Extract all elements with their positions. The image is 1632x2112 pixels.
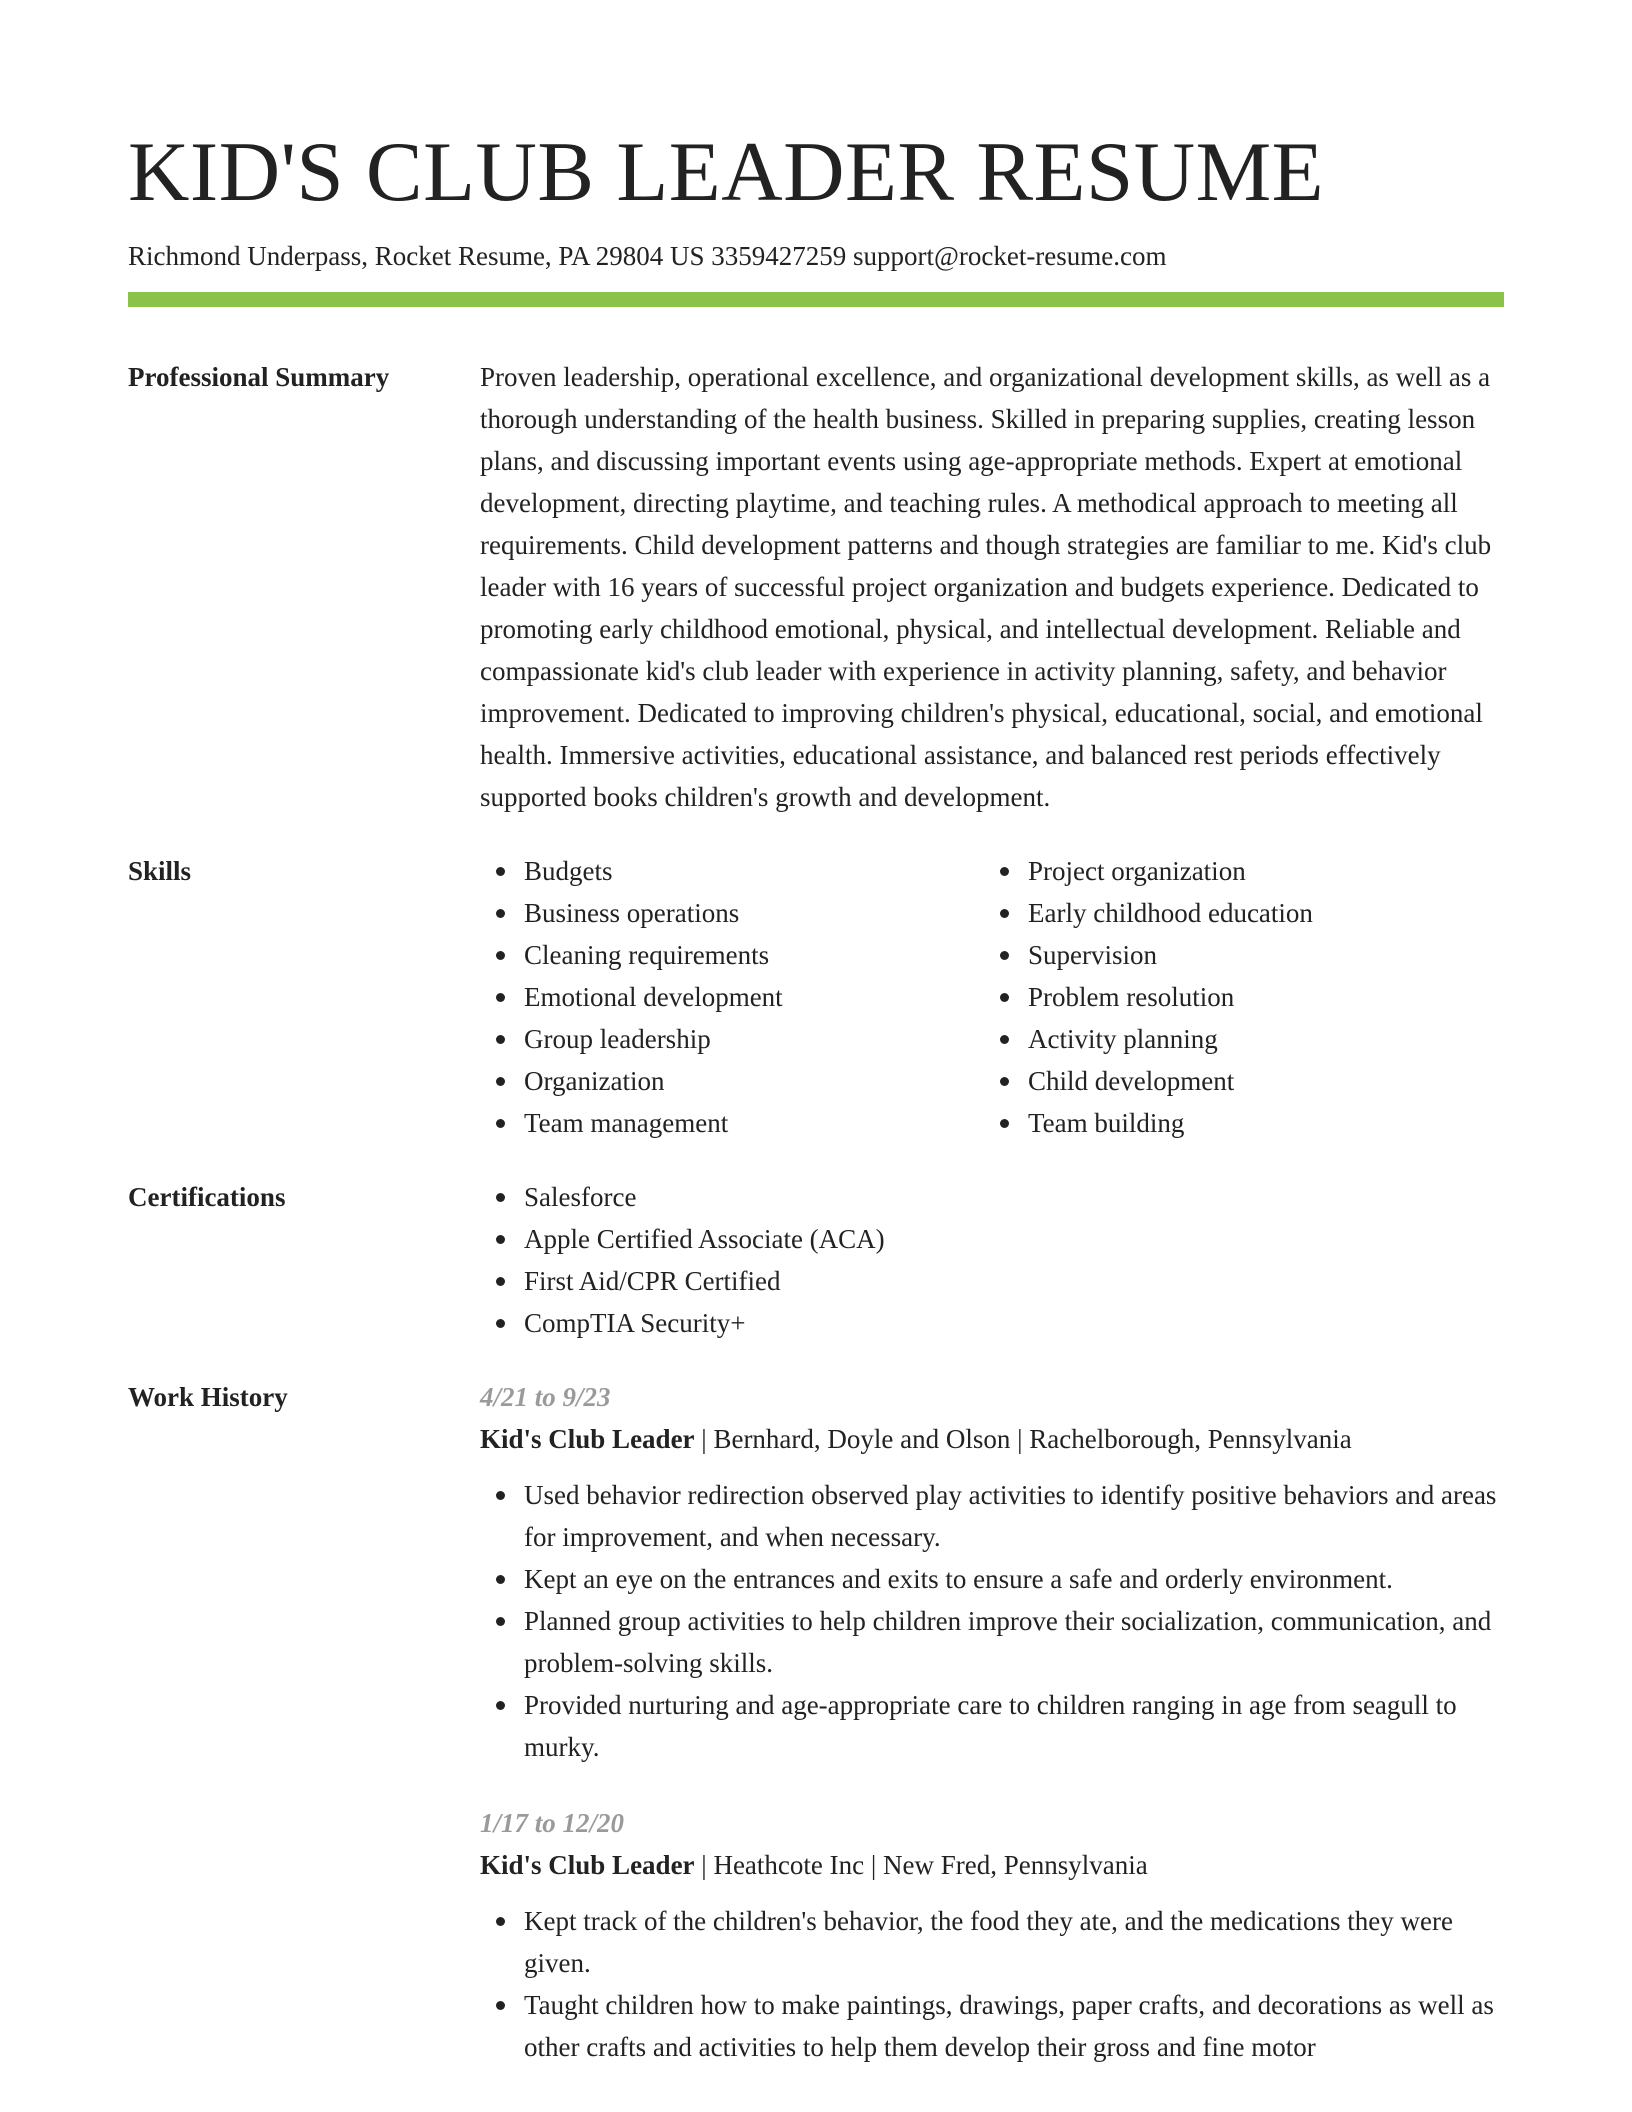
certification-item: CompTIA Security+: [480, 1302, 1504, 1344]
section-label-skills: Skills: [128, 856, 192, 886]
skill-item: Business operations: [480, 892, 984, 934]
skill-item: Budgets: [480, 850, 984, 892]
job-bullet: Used behavior redirection observed play activities to identify positive behaviors and areas for improvement, and when necessary.: [480, 1474, 1504, 1558]
section-body-summary: [480, 356, 1504, 818]
skill-item: Team management: [480, 1102, 984, 1144]
skill-item: Team building: [984, 1102, 1488, 1144]
job-bullet: Kept an eye on the entrances and exits to ensure a safe and orderly environment.: [480, 1558, 1504, 1600]
section-body-certifications: [480, 1176, 1504, 1344]
resume-title: KID'S CLUB LEADER RESUME: [128, 125, 1325, 219]
skills-list-right: [984, 850, 1488, 1144]
skill-item: Group leadership: [480, 1018, 984, 1060]
skill-item: Problem resolution: [984, 976, 1488, 1018]
section-body-work-history: [480, 1376, 1504, 2102]
job-entry: [480, 1802, 1504, 2068]
skill-item: Child development: [984, 1060, 1488, 1102]
certification-item: First Aid/CPR Certified: [480, 1260, 1504, 1302]
section-professional-summary: [128, 356, 1504, 818]
job-bullet: Taught children how to make paintings, drawings, paper crafts, and decorations as well as other crafts and activities to help them develop their gross and fine motor: [480, 1984, 1504, 2068]
job-dates: 4/21 to 9/23: [480, 1382, 611, 1412]
resume-page: [128, 0, 1504, 2102]
skill-item: Activity planning: [984, 1018, 1488, 1060]
section-label-certifications: Certifications: [128, 1182, 286, 1212]
skill-item: Cleaning requirements: [480, 934, 984, 976]
job-title: Kid's Club Leader: [480, 1850, 695, 1880]
job-entry: [480, 1376, 1504, 1768]
section-work-history: [128, 1376, 1504, 2102]
job-employer-location: | Heathcote Inc | New Fred, Pennsylvania: [694, 1850, 1148, 1880]
section-skills: [128, 850, 1504, 1144]
skill-item: Early childhood education: [984, 892, 1488, 934]
certifications-list: [480, 1176, 1504, 1344]
job-bullets: [480, 1474, 1504, 1768]
certification-item: Apple Certified Associate (ACA): [480, 1218, 1504, 1260]
job-title-line: [480, 1844, 1504, 1886]
skill-item: Emotional development: [480, 976, 984, 1018]
job-bullet: Provided nurturing and age-appropriate care to children ranging in age from seagull to murky.: [480, 1684, 1504, 1768]
skill-item: Supervision: [984, 934, 1488, 976]
skills-list-left: [480, 850, 984, 1144]
job-bullet: Planned group activities to help children improve their socialization, communication, and problem-solving skills.: [480, 1600, 1504, 1684]
skill-item: Organization: [480, 1060, 984, 1102]
skill-item: Project organization: [984, 850, 1488, 892]
accent-divider: [128, 292, 1504, 307]
job-bullet: Kept track of the children's behavior, the food they ate, and the medications they were given.: [480, 1900, 1504, 1984]
certification-item: Salesforce: [480, 1176, 1504, 1218]
section-label-work-history: Work History: [128, 1382, 288, 1412]
summary-text: Proven leadership, operational excellence, and organizational development skills, as well as a thorough understanding of the health business. Skilled in preparing supplies, creating lesson plans, and discussing important events using age-appropriate methods. Expert at emotional development, directing playtime, and teaching rules. A methodical approach to meeting all requirements. Child development patterns and though strategies are familiar to me. Kid's club leader with 16 years of successful project organization and budgets experience. Dedicated to promoting early childhood emotional, physical, and intellectual development. Reliable and compassionate kid's club leader with experience in activity planning, safety, and behavior improvement. Dedicated to improving children's physical, educational, social, and emotional health. Immersive activities, educational assistance, and balanced rest periods effectively supported books children's growth and development.: [480, 362, 1492, 812]
job-dates: 1/17 to 12/20: [480, 1808, 625, 1838]
contact-line: Richmond Underpass, Rocket Resume, PA 29804 US 3359427259 support@rocket-resume.com: [128, 241, 1167, 271]
section-body-skills: [480, 850, 1504, 1144]
section-certifications: [128, 1176, 1504, 1344]
job-title-line: [480, 1418, 1504, 1460]
job-title: Kid's Club Leader: [480, 1424, 695, 1454]
skills-grid: [480, 850, 1504, 1144]
job-employer-location: | Bernhard, Doyle and Olson | Rachelborough, Pennsylvania: [694, 1424, 1352, 1454]
job-bullets: [480, 1900, 1504, 2068]
section-label-summary: Professional Summary: [128, 362, 390, 392]
